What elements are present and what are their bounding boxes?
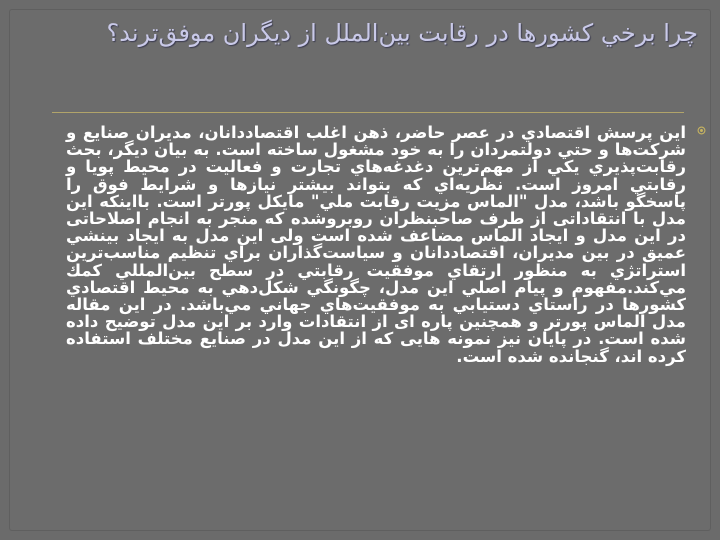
body-paragraph: اين پرسش اقتصادي در عصر حاضر، ذهن اغلب اقتصاددانان، مديران صنايع و شركت‌ها و حتي دولتمردان را به خود مشغول ساخته است. به بيان ديگر، بحث رقابت‌پذيري يكي از مهم‌ترين دغدغه‌هاي تجارت و فعاليت در محيط پويا و رقابتي امروز است. نظريه‌اي كه بتواند بيشتر نيازها و شرايط فوق را پاسخگو باشد، مدل "الماس مزيت رقابت ملي" مايكل پورتر است. بااینکه این مدل با انتقاداتی از طرف صاحبنظران روبروشده که منجر به انجام اصلاحاتی در این مدل و ایجاد الماس مضاعف شده است ولی اين مدل به ايجاد بينشي عميق در بين مديران، اقتصاددانان و سياست‌گذاران براي تنظيم مناسب‌ترين استراتژي به منظور ارتقاي موفقيت رقابتي در سطح بين‌المللي كمك مي‌كند.مفهوم و پيام اصلي اين مدل، چگونگي شكل‌دهي به محيط اقتصادي كشورها در راستاي دستيابي به موفقيت‌هاي جهاني مي‌باشد. در این مقاله مدل الماس پورتر و همچنین پاره ای از انتقادات وارد بر این مدل توضیح داده شده است. در پایان نیز نمونه هایی که از این مدل در صنایع مختلف استفاده کرده اند، گنجانده شده است. [66, 123, 686, 366]
content-area [66, 124, 694, 365]
title-divider [52, 112, 684, 113]
slide-title: چرا برخي كشورها در رقابت بين‌الملل از ديگران موفق‌ترند؟ [106, 19, 698, 47]
circle-bullet-icon [697, 126, 706, 135]
